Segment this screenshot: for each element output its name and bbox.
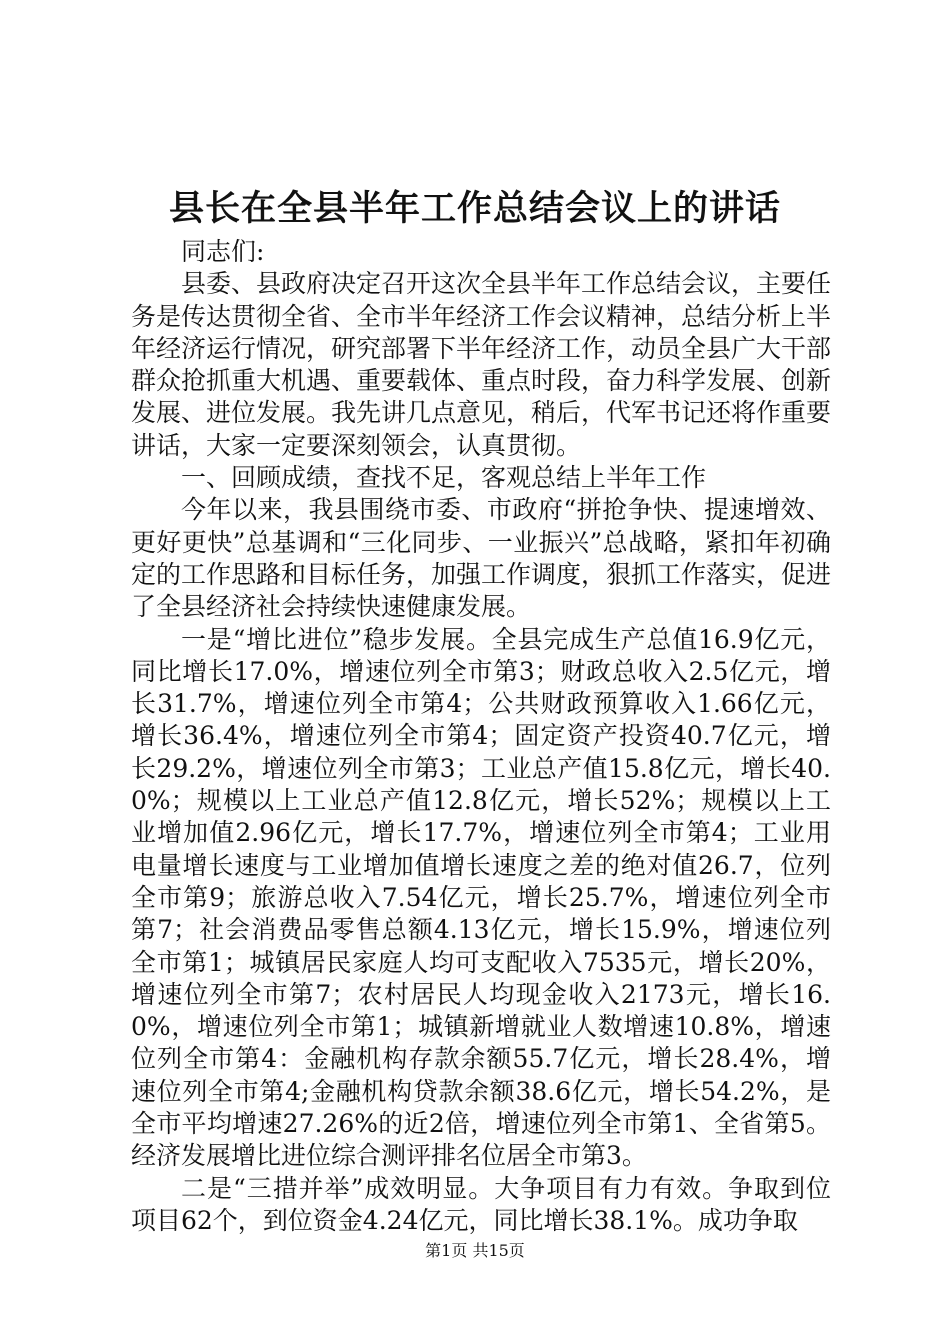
page-footer: 第1页 共15页 [425, 1241, 525, 1260]
paragraph-projects: 二是“三措并举”成效明显。大争项目有力有效。争取到位项目62个，到位资金4.24亿元，同比增长38.1%。成功争取 [131, 1173, 831, 1235]
section-heading-1: 一、回顾成绩，查找不足，客观总结上半年工作 [181, 463, 707, 493]
paragraph-overview: 今年以来，我县围绕市委、市政府“拼抢争快、提速增效、更好更快”总基调和“三化同步、一业振兴”总战略，紧扣年初确定的工作思路和目标任务，加强工作调度，狠抓工作落实，促进了全县经济社会持续快速健康发展。 [131, 495, 832, 622]
document-title: 县长在全县半年工作总结会议上的讲话 [168, 188, 781, 229]
paragraph-intro: 县委、县政府决定召开这次全县半年工作总结会议，主要任务是传达贯彻全省、全市半年经济工作会议精神，总结分析上半年经济运行情况，研究部署下半年经济工作，动员全县广大干部群众抢抓重大机遇、重要载体、重点时段，奋力科学发展、创新发展、进位发展。我先讲几点意见，稍后，代军书记还将作重要讲话，大家一定要深刻领会，认真贯彻。 [131, 269, 832, 460]
paragraph-statistics: 一是“增比进位”稳步发展。全县完成生产总值16.9亿元，同比增长17.0%，增速位列全市第3；财政总收入2.5亿元，增长31.7%，增速位列全市第4；公共财政预算收入1.66亿元，增长36.4%，增速位列全市第4；固定资产投资40.7亿元，增长29.2%，增速位列全市第3；工业总产值15.8亿元，增长40.0%；规模以上工业总产值12.8亿元，增长52%；规模以上工业增加值2.96亿元，增长17.7%，增速位列全市第4；工业用电量增长速度与工业增加值增长速度之差的绝对值26.7，位列全市第9；旅游总收入7.54亿元，增长25.7%，增速位列全市第7；社会消费品零售总额4.13亿元，增长15.9%，增速位列全市第1；城镇居民家庭人均可支配收入7535元，增长20%，增速位列全市第7；农村居民人均现金收入2173元，增长16.0%，增速位列全市第1；城镇新增就业人数增速10.8%，增速位列全市第4：金融机构存款余额55.7亿元，增长28.4%，增速位列全市第4;金融机构贷款余额38.6亿元，增长54.2%，是全市平均增速27.26%的近2倍，增速位列全市第1、全省第5。经济发展增比进位综合测评排名位居全市第3。 [131, 624, 831, 1171]
salutation: 同志们: [181, 237, 265, 266]
document-body [131, 236, 831, 1237]
